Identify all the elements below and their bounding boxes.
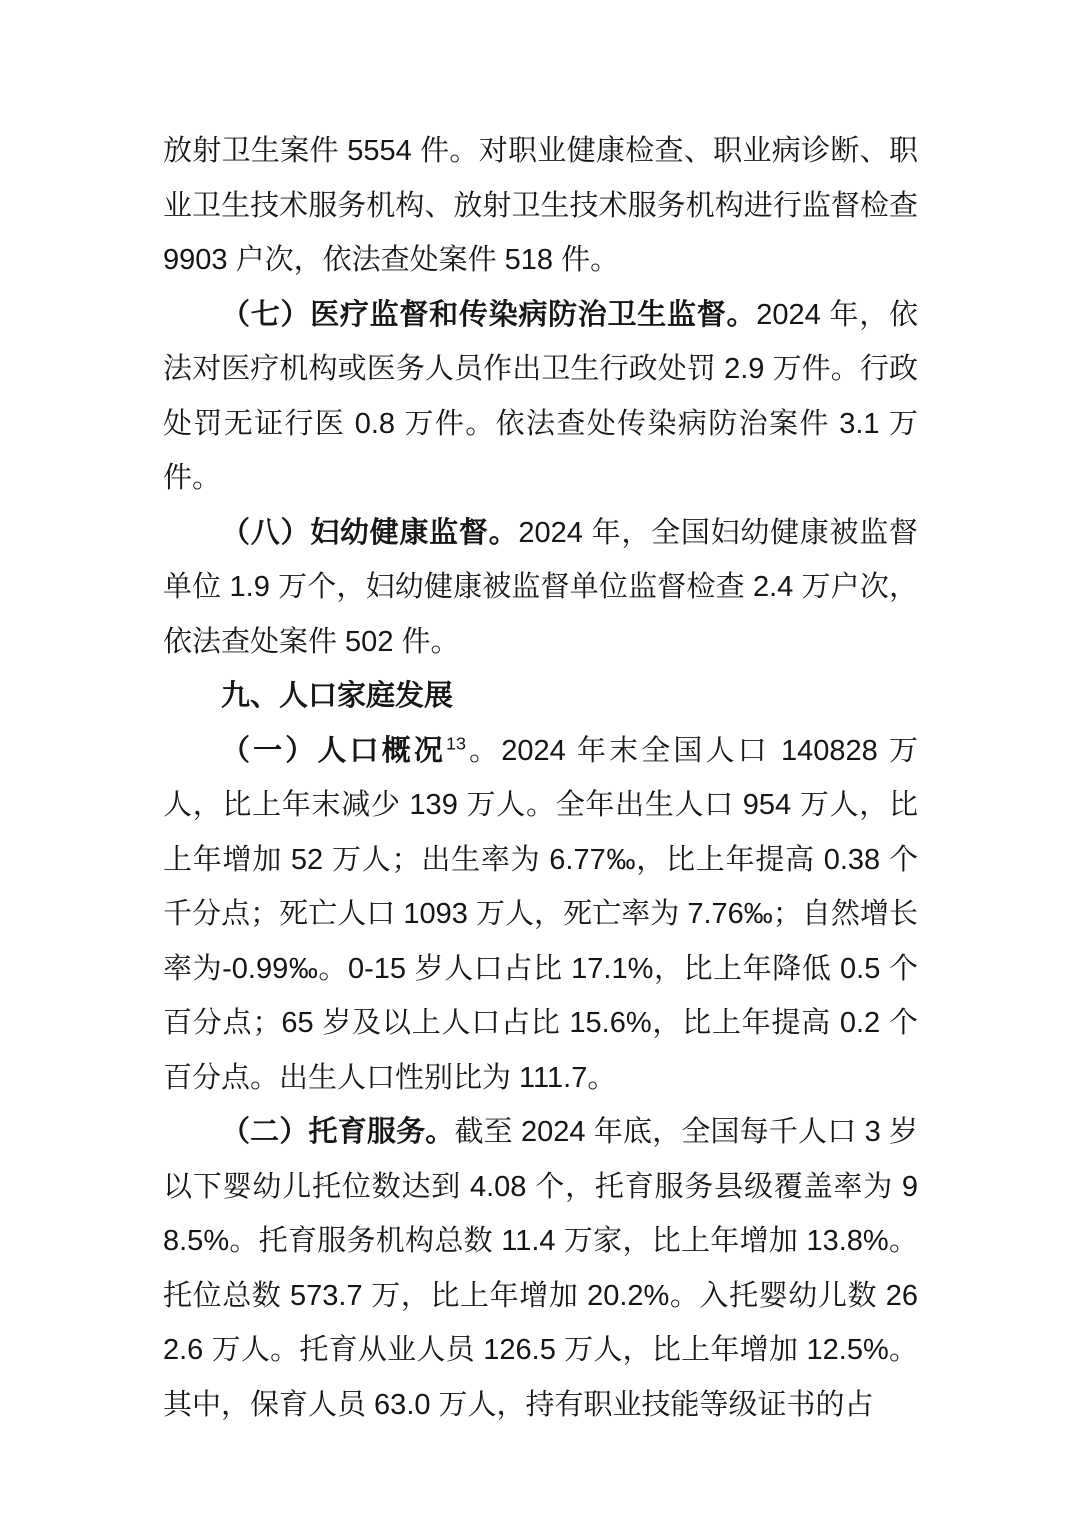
para-radiation-health-supervision-continuation <box>163 124 918 288</box>
para-maternal-child-health-supervision <box>163 506 918 670</box>
document-body <box>163 124 918 1432</box>
text-run: 截至 2024 年底，全国每千人口 3 岁以下婴幼儿托位数达到 4.08 个，托育服务县级覆盖率为 98.5%。托育服务机构总数 11.4 万家，比上年增加 13.8%。托位总数 573.7 万，比上年增加 20.2%。入托婴幼儿数 262.6 万人。托育从业人员 126.5 万人，比上年增加 12.5%。其中，保育人员 63.0 万人，持有职业技能等级证书的占 <box>163 1116 918 1421</box>
bold-run: （二）托育服务。 <box>221 1116 455 1148</box>
text-run: 放射卫生案件 5554 件。对职业健康检查、职业病诊断、职业卫生技术服务机构、放射卫生技术服务机构进行监督检查 9903 户次，依法查处案件 518 件。 <box>163 135 918 276</box>
bold-run: 九、人口家庭发展 <box>221 680 454 712</box>
text-run: 2024 年，依法对医疗机构或医务人员作出卫生行政处罚 2.9 万件。行政处罚无证行医 0.8 万件。依法查处传染病防治案件 3.1 万件。 <box>163 298 918 494</box>
text-run: 2024 年，全国妇幼健康被监督单位 1.9 万个，妇幼健康被监督单位监督检查 2.4 万户次，依法查处案件 502 件。 <box>163 516 918 658</box>
para-childcare-services <box>163 1105 918 1432</box>
heading-population-family-development <box>163 669 918 724</box>
para-population-overview <box>163 724 918 1106</box>
para-medical-infectious-disease-supervision <box>163 288 918 506</box>
bold-run: （七）医疗监督和传染病防治卫生监督。 <box>221 298 757 331</box>
footnote-ref: 13 <box>445 732 466 753</box>
bold-run: （一）人口概况 <box>221 734 446 767</box>
text-run: 。2024 年末全国人口 140828 万人，比上年末减少 139 万人。全年出生人口 954 万人，比上年增加 52 万人；出生率为 6.77‰，比上年提高 0.38 个千分点；死亡人口 1093 万人，死亡率为 7.76‰；自然增长率为-0.99‰。0-15 岁人口占比 17.1%，比上年降低 0.5 个百分点；65 岁及以上人口占比 15.6%，比上年提高 0.2 个百分点。出生人口性别比为 111.7。 <box>163 734 918 1094</box>
bold-run: （八）妇幼健康监督。 <box>221 516 519 549</box>
